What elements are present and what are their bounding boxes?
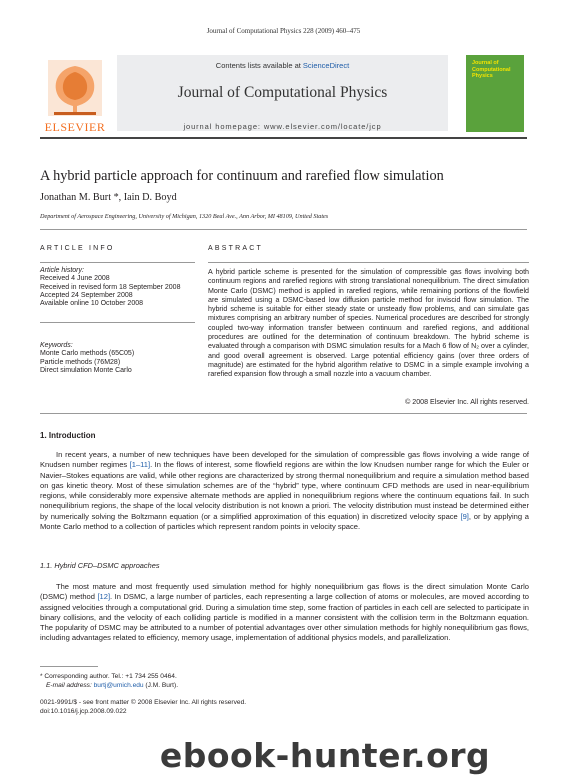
contents-line [117, 61, 448, 70]
corresponding-author: * Corresponding author. Tel.: +1 734 255 0464. [40, 673, 177, 680]
journal-title: Journal of Computational Physics [177, 84, 388, 101]
email-link[interactable]: burtj@umich.edu [93, 682, 144, 689]
keyword-item: Direct simulation Monte Carlo [40, 366, 132, 374]
footnote-rule [40, 666, 98, 667]
history-received: Received 4 June 2008 [40, 275, 110, 283]
article-info-rule [40, 262, 195, 263]
keywords-rule [40, 322, 195, 323]
citation-link[interactable]: [12] [97, 592, 111, 602]
introduction-paragraph [40, 450, 529, 532]
email-suffix: (J.M. Burt). [143, 682, 179, 689]
sciencedirect-link[interactable]: ScienceDirect [302, 61, 350, 70]
keyword-item: Particle methods (76M28) [40, 358, 121, 366]
history-label: Article history: [40, 267, 84, 274]
abstract-end-rule [40, 413, 527, 414]
citation-link[interactable]: [9] [460, 511, 469, 521]
issn-line: 0021-9991/$ - see front matter © 2008 Elsevier Inc. All rights reserved. [40, 699, 247, 706]
article-info-heading: ARTICLE INFO [40, 245, 115, 252]
keyword-item: Monte Carlo methods (65C05) [40, 350, 135, 358]
intro-text-c: , or by applying a Monte Carlo method to a collection of particles which represent random points in velocity space. [40, 511, 529, 532]
hybrid-text-b: . In DSMC, a large number of particles, each representing a large collection of atoms or molecules, are moved according to assigned velocities through a computational grid. During a simulation time step, some fraction of particles in each cell are selected to participate in binary collisions, and the velocity of each colliding particle is modified in a manner consistent with the collision term in the Boltzmann equation. The popularity of DSMC may be attributed to a number of potential advantages over other simulation methods for highly nonequilibrium gas flows, including advantages related to efficiency, memory usage, implementation of additional physics models, and parallelization. [40, 592, 529, 643]
affiliation-rule [40, 229, 527, 230]
citation-link[interactable]: [1–11] [129, 460, 151, 470]
hybrid-text-a: The most mature and most frequently used simulation method for highly nonequilibrium gas flows is the direct simulation Monte Carlo (DSMC) method [40, 582, 529, 602]
article-authors: Jonathan M. Burt *, Iain D. Boyd [40, 192, 177, 203]
history-accepted: Accepted 24 September 2008 [40, 291, 133, 299]
article-title: A hybrid particle approach for continuum and rarefied flow simulation [40, 168, 444, 184]
front-matter [40, 698, 246, 716]
journal-citation: Journal of Computational Physics 228 (2009) 460–475 [206, 27, 361, 35]
article-history [40, 267, 190, 308]
keywords-label: Keywords: [40, 342, 73, 349]
doi-line[interactable]: doi:10.1016/j.jcp.2008.09.022 [40, 708, 127, 715]
watermark-text: ebook-hunter.org [159, 736, 491, 775]
corresponding-author-footnote [40, 672, 178, 690]
journal-homepage-link[interactable]: journal homepage: www.elsevier.com/locate/jcp [183, 122, 382, 131]
email-label: E-mail address: [46, 682, 94, 689]
history-online: Available online 10 October 2008 [40, 300, 144, 308]
author-affiliation: Department of Aerospace Engineering, University of Michigan, 1320 Beal Ave., Ann Arbor, MI 48109, United States [40, 213, 329, 220]
history-revised: Received in revised form 18 September 2008 [40, 283, 181, 291]
header-rule [40, 137, 527, 139]
elsevier-wordmark: ELSEVIER [44, 120, 106, 134]
intro-text-b: . In the flows of interest, some flowfield regions are within the low Knudsen number range for which the Euler or Navier–Stokes equations are valid, while other regions are characterized by strong thermal nonequilibrium and require a simulation method based on gas kinetic theory. Most of these simulation schemes are of the “hybrid” type, where continuum CFD methods are used in near-equilibrium regions, while considerably more expensive alternate methods are applied in nonequilibrium regions where the continuum equations fail. In such nonequilibrium regions, the shape of the local velocity distribution is not known a priori. The velocity distribution must instead be determined either by numerically solving the Boltzmann equation (or a simplified approximation of this equation) in discretized velocity space [40, 460, 530, 521]
abstract-rule [208, 262, 529, 263]
contents-prefix: Contents lists available at [215, 61, 303, 70]
subsection-heading-hybrid: 1.1. Hybrid CFD–DSMC approaches [40, 561, 160, 570]
section-heading-introduction: 1. Introduction [40, 431, 96, 440]
intro-text-a: In recent years, a number of new techniques have been developed for the simulation of compressible gas flows involving a wide range of Knudsen number regimes [40, 450, 529, 470]
cover-title: Journal of Computational Physics [472, 60, 511, 79]
hybrid-paragraph [40, 582, 529, 644]
abstract-copyright: © 2008 Elsevier Inc. All rights reserved. [405, 398, 529, 406]
keywords [40, 342, 190, 375]
abstract-text: A hybrid particle scheme is presented for the simulation of compressible gas flows involving both continuum regions and rarefied regions with strong translational nonequilibrium. The direct simulation Monte Carlo (DSMC) method is applied in rarefied regions, while remaining portions of the flowfield are simulated using a DSMC-based low diffusion particle method for inviscid flow simulation. The hybrid scheme is suitable for either steady state or unsteady flow problems, and can simulate gas mixtures comprising an arbitrary number of species. Numerical procedures are described for strongly coupled two-way information transfer between continuum and rarefied regions, and additional procedures are outlined for the determination of continuum breakdown. The hybrid scheme is evaluated through a comparison with DSMC simulation results for a Mach 6 flow of N₂ over a cylinder, and good overall agreement is observed. Large potential efficiency gains (over three orders of magnitude) are estimated for the hybrid algorithm relative to DSMC in a simple example involving a rarefied expansion flow through a small nozzle into a vacuum chamber. [208, 268, 529, 379]
abstract-heading: ABSTRACT [208, 245, 263, 252]
